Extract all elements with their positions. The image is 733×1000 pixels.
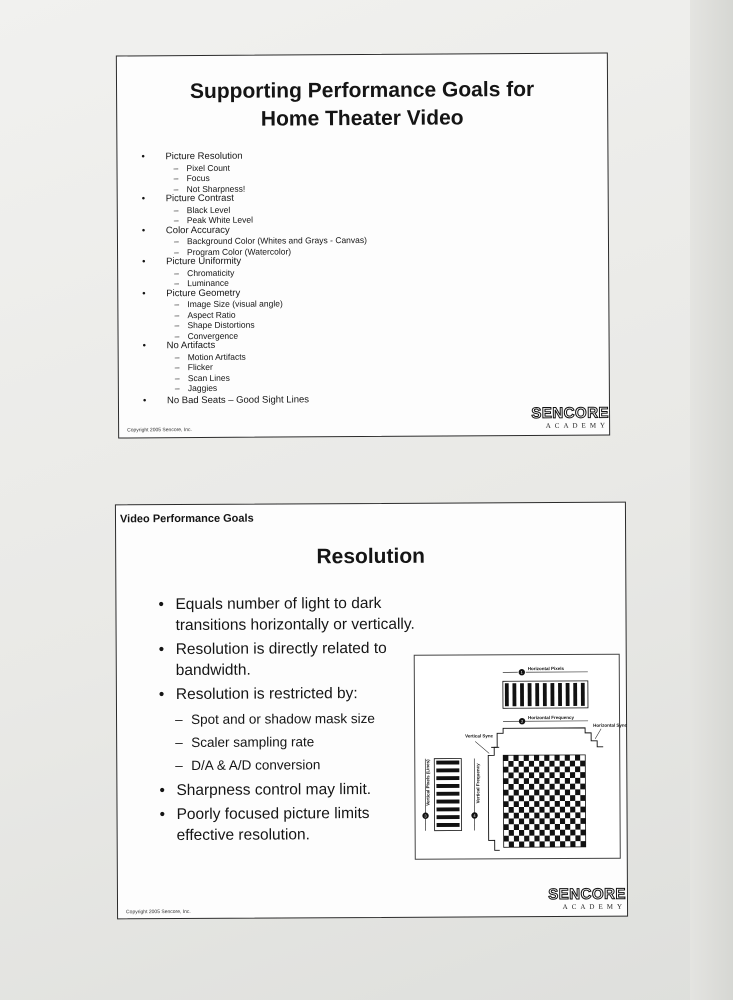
checker-square <box>513 755 518 761</box>
slide1-bullet <box>142 287 367 341</box>
slide1-title <box>117 76 607 135</box>
checker-square <box>529 795 534 801</box>
slide1-sub-bullet: – Peak White Level <box>174 214 367 226</box>
checker-square <box>560 795 565 801</box>
checker-square <box>560 761 565 767</box>
checker-square <box>524 801 529 807</box>
checker-square <box>503 790 508 796</box>
marker-3-label: 3 <box>424 813 427 819</box>
checker-square <box>534 801 539 807</box>
checker-square <box>560 784 565 790</box>
slide1-bullet-label: Color Accuracy <box>165 224 230 236</box>
checker-square <box>508 773 513 779</box>
checker-square <box>565 835 570 841</box>
vertical-bar <box>437 823 460 827</box>
marker-2-label: 2 <box>520 718 524 724</box>
horizontal-bar <box>550 683 554 706</box>
checker-square <box>529 841 534 847</box>
checker-square <box>554 755 559 761</box>
checker-square <box>544 755 549 761</box>
checker-square <box>508 761 513 767</box>
checker-square <box>514 801 519 807</box>
checker-square <box>509 796 514 802</box>
checker-square <box>550 807 555 813</box>
slide-resolution <box>115 502 628 920</box>
slide2-header: Video Performance Goals <box>119 512 254 526</box>
resolution-diagram <box>414 654 628 860</box>
checker-square <box>519 841 524 847</box>
checker-square <box>555 813 560 819</box>
checker-square <box>555 767 560 773</box>
checker-square <box>580 772 585 778</box>
slide1-title-line1: Supporting Performance Goals for <box>189 77 535 104</box>
checker-square <box>514 824 519 830</box>
checker-square <box>539 784 544 790</box>
checker-square <box>555 824 560 830</box>
checker-square <box>509 807 514 813</box>
slide1-sub-bullet: – Chromaticity <box>174 266 367 278</box>
vertical-bar <box>436 761 459 765</box>
sencore-academy-logo-2 <box>496 887 626 913</box>
logo-wordmark-2: SENCORE <box>548 885 627 904</box>
checker-square <box>544 778 549 784</box>
checker-square <box>549 772 554 778</box>
slide1-sub-bullet: – Jaggies <box>175 382 368 394</box>
checker-square <box>503 778 508 784</box>
checker-square <box>560 807 565 813</box>
marker-1-label: 1 <box>520 669 523 675</box>
slide1-sub-bullet: – Convergence <box>175 329 368 341</box>
slide1-bullet-label: Picture Contrast <box>165 192 234 205</box>
checker-square <box>570 795 575 801</box>
logo-wordmark: SENCORE <box>531 404 610 422</box>
slide2-bullet: • Resolution is directly related to bandwidth. <box>159 638 429 681</box>
vertical-bar <box>436 776 459 780</box>
slide1-bullet <box>143 340 368 394</box>
paper-edge-shadow <box>690 0 733 1000</box>
checker-square <box>565 812 570 818</box>
checker-square <box>519 784 524 790</box>
checker-square <box>534 836 539 842</box>
horizontal-bar <box>581 683 585 706</box>
slide1-title-line2: Home Theater Video <box>260 106 464 131</box>
horizontal-pixel-bars <box>505 683 585 706</box>
slide1-sub-bullet: – Pixel Count <box>173 161 366 173</box>
checker-square <box>509 784 514 790</box>
slide2-bullet: • Poorly focused picture limits effective resolution. <box>159 803 429 846</box>
checker-square <box>509 842 514 848</box>
horizontal-bar <box>535 683 539 706</box>
checker-square <box>514 778 519 784</box>
horizontal-bar <box>543 683 547 706</box>
checker-square <box>514 767 519 773</box>
sencore-academy-logo <box>479 406 609 432</box>
horizontal-pixels-label: Horizontal Pixels <box>527 665 565 672</box>
slide1-sub-bullet: – Image Size (visual angle) <box>174 298 367 310</box>
checker-square <box>565 778 570 784</box>
checker-square <box>503 755 508 761</box>
slide2-sub-bullet: – D/A & A/D conversion <box>175 753 429 777</box>
checker-square <box>560 818 565 824</box>
checker-square <box>565 755 570 761</box>
checker-square <box>529 807 534 813</box>
checker-square <box>580 807 585 813</box>
horizontal-bar <box>520 683 524 706</box>
horizontal-frequency-label: Horizontal Frequency <box>528 714 575 721</box>
slide1-bullet-label: Picture Geometry <box>166 287 241 299</box>
resolution-diagram-svg <box>415 655 628 859</box>
checker-square <box>524 836 529 842</box>
checker-square <box>570 807 575 813</box>
slide1-sub-bullet: – Program Color (Watercolor) <box>174 245 367 257</box>
checker-square <box>519 772 524 778</box>
checker-square <box>555 801 560 807</box>
checker-square <box>575 778 580 784</box>
checker-square <box>504 824 509 830</box>
checker-square <box>529 830 534 836</box>
checker-square <box>503 767 508 773</box>
checker-square <box>539 772 544 778</box>
vertical-bar <box>437 807 460 811</box>
checker-square <box>560 830 565 836</box>
vertical-pixel-bars <box>436 761 459 827</box>
checker-square <box>549 761 554 767</box>
checker-square <box>529 818 534 824</box>
checker-square <box>504 813 509 819</box>
checker-square <box>534 767 539 773</box>
slide2-sub-bullet: – Spot and or shadow mask size <box>175 707 429 731</box>
checker-square <box>524 767 529 773</box>
checker-square <box>519 761 524 767</box>
slide1-sub-bullet: – Motion Artifacts <box>175 350 368 362</box>
slide1-last-bullet: • No Bad Seats – Good Sight Lines <box>143 394 368 406</box>
slide1-sub-bullet: – Not Sharpness! <box>174 182 367 194</box>
slide2-sub-bullet-group <box>159 707 429 777</box>
slide1-bullet-label: Picture Resolution <box>165 150 243 163</box>
checker-square <box>550 784 555 790</box>
checker-square <box>539 795 544 801</box>
checker-square <box>550 818 555 824</box>
slide2-sub-bullet: – Scaler sampling rate <box>175 730 429 754</box>
checker-square <box>529 772 534 778</box>
checker-square <box>504 836 509 842</box>
checker-square <box>581 841 586 847</box>
slide1-sub-bullet: – Background Color (Whites and Grays - Canvas) <box>174 235 367 247</box>
checker-square <box>570 818 575 824</box>
checker-square <box>519 795 524 801</box>
checker-square <box>575 755 580 761</box>
vertical-frequency-label: Vertical Frequency <box>475 763 481 804</box>
slide1-bullet-list <box>141 151 368 406</box>
vertical-pixels-label: Vertical Pixels (Lines) <box>425 759 431 806</box>
vertical-bar <box>436 800 459 804</box>
vertical-sync-label: Vertical Sync <box>465 733 494 739</box>
checker-square <box>534 778 539 784</box>
checker-square <box>550 841 555 847</box>
checker-square <box>555 778 560 784</box>
slide1-sub-bullet: – Luminance <box>174 277 367 289</box>
vertical-bar <box>436 792 459 796</box>
slide1-bullet-label: Picture Uniformity <box>166 255 242 268</box>
checker-square <box>534 790 539 796</box>
checker-square <box>545 813 550 819</box>
checker-square <box>544 801 549 807</box>
checker-square <box>524 755 529 761</box>
checker-square <box>539 807 544 813</box>
slide1-sub-bullet: – Black Level <box>174 203 367 215</box>
checker-square <box>575 835 580 841</box>
slide1-sub-bullet: – Flicker <box>175 361 368 373</box>
slide2-bullet: • Equals number of light to dark transitions horizontally or vertically. <box>158 593 428 636</box>
checker-square <box>534 813 539 819</box>
slide-supporting-performance-goals <box>116 53 610 439</box>
checker-square <box>560 841 565 847</box>
checker-square <box>544 790 549 796</box>
checker-square <box>519 807 524 813</box>
checker-square <box>524 813 529 819</box>
checker-square <box>545 836 550 842</box>
checker-square <box>575 789 580 795</box>
checker-square <box>580 795 585 801</box>
slide1-bullet <box>142 193 367 226</box>
slide2-bullet: • Resolution is restricted by: <box>159 683 429 705</box>
checker-square <box>524 778 529 784</box>
horizontal-bar <box>573 683 577 706</box>
vertical-bar <box>436 768 459 772</box>
checker-square <box>529 761 534 767</box>
checker-square <box>519 830 524 836</box>
checker-square <box>575 766 580 772</box>
checker-square <box>565 789 570 795</box>
handwritten-note-bleed <box>189 448 196 468</box>
slide1-bullet <box>142 256 367 289</box>
checker-square <box>524 790 529 796</box>
checker-square <box>570 772 575 778</box>
checker-square <box>570 761 575 767</box>
checker-square <box>575 801 580 807</box>
slide2-title: Resolution <box>316 544 426 569</box>
checker-square <box>570 830 575 836</box>
slide1-bullet <box>141 151 366 194</box>
checker-square <box>560 772 565 778</box>
checker-square <box>555 836 560 842</box>
checker-square <box>534 755 539 761</box>
vertical-bar <box>436 784 459 788</box>
slide1-copyright: Copyright 2005 Sencore, Inc. <box>127 427 192 434</box>
checker-square <box>580 818 585 824</box>
checker-square <box>570 841 575 847</box>
checker-square <box>555 790 560 796</box>
checker-square <box>575 824 580 830</box>
slide1-sub-bullet: – Scan Lines <box>175 371 368 383</box>
horizontal-bar <box>528 683 532 706</box>
checker-square <box>534 824 539 830</box>
checker-square <box>580 784 585 790</box>
slide2-bullet-list <box>158 593 429 849</box>
vertical-bar <box>437 815 460 819</box>
marker-4-label: 4 <box>473 813 476 819</box>
checker-square <box>540 830 545 836</box>
slide1-bullet <box>142 224 367 257</box>
logo-subtitle: ACADEMY <box>545 421 610 430</box>
checker-square <box>524 824 529 830</box>
checker-square <box>540 841 545 847</box>
checker-square <box>514 790 519 796</box>
logo-subtitle-2: ACADEMY <box>562 902 627 912</box>
checker-square <box>544 767 549 773</box>
checker-square <box>580 761 585 767</box>
horizontal-bar <box>505 683 509 706</box>
checker-square <box>545 824 550 830</box>
slide1-sub-bullet: – Focus <box>174 172 367 184</box>
checker-square <box>514 836 519 842</box>
checker-square <box>529 784 534 790</box>
horizontal-bar <box>558 683 562 706</box>
checker-square <box>514 813 519 819</box>
horizontal-bar <box>566 683 570 706</box>
checker-square <box>539 761 544 767</box>
checker-square <box>570 784 575 790</box>
horizontal-sync-label: Horizontal Sync <box>593 722 628 728</box>
slide2-copyright: Copyright 2005 Sencore, Inc. <box>126 908 191 916</box>
checker-square <box>550 795 555 801</box>
checker-square <box>503 801 508 807</box>
horizontal-bar <box>512 683 516 706</box>
slide1-bullet-label: No Artifacts <box>166 339 216 352</box>
slide1-sub-bullet: – Shape Distortions <box>174 319 367 331</box>
checker-square <box>539 818 544 824</box>
checker-square <box>565 801 570 807</box>
checkerboard-pattern <box>503 755 585 847</box>
slide2-bullet: • Sharpness control may limit. <box>159 779 429 801</box>
checker-square <box>575 812 580 818</box>
checker-square <box>581 830 586 836</box>
checker-square <box>509 819 514 825</box>
checker-square <box>565 824 570 830</box>
checker-square <box>565 766 570 772</box>
slide1-sub-bullet: – Aspect Ratio <box>174 308 367 320</box>
checker-square <box>550 830 555 836</box>
checker-square <box>509 830 514 836</box>
checker-square <box>519 818 524 824</box>
